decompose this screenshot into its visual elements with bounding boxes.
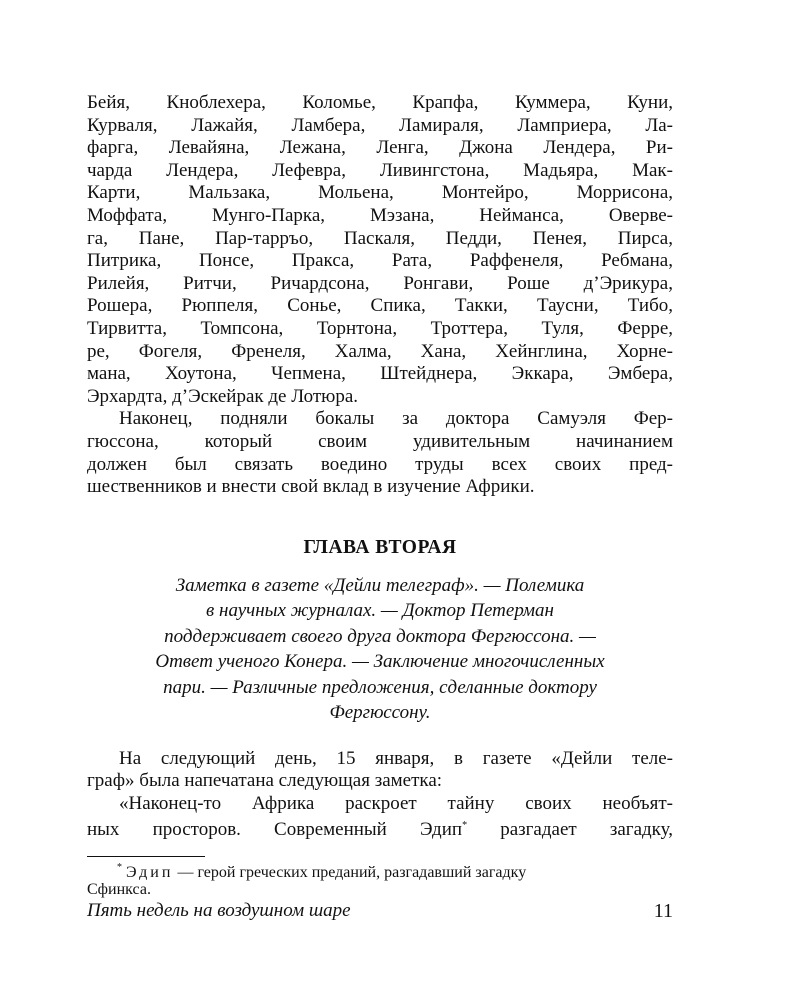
summary-line: в научных журналах. — Доктор Петерман (206, 600, 554, 622)
paragraph-explorers-list (87, 92, 673, 408)
text-line: фарга, Левайяна, Лежана, Ленга, Джона Лендера, Ри- (87, 137, 673, 159)
text-line: Моффата, Мунго-Парка, Мэзана, Нейманса, Оверве- (87, 204, 673, 226)
text-line: Карти, Мальзака, Мольена, Монтейро, Моррисона, (87, 182, 673, 204)
summary-line: пари. — Различные предложения, сделанные доктору (163, 676, 597, 698)
paragraph-quote (87, 792, 673, 841)
page-number: 11 (653, 900, 673, 922)
text-line: Эрхардта, д’Эскейрак де Лотюра. (87, 385, 359, 407)
running-title: Пять недель на воздушном шаре (87, 900, 351, 921)
text-line: мана, Хоутона, Чепмена, Штейднера, Эккара, Эмбера, (87, 363, 673, 385)
summary-line: поддерживает своего друга доктора Фергюссона. — (164, 625, 596, 647)
footnote-marker: * (117, 862, 122, 874)
summary-line: Фергюссону. (329, 702, 431, 724)
footnote (87, 857, 673, 901)
chapter-summary (87, 573, 673, 726)
text-line: граф» была напечатана следующая заметка: (87, 770, 443, 792)
footnote-text: — герой греческих преданий, разгадавший загадку (173, 864, 527, 882)
text-line: чарда Лендера, Лефевра, Ливингстона, Мадьяра, Мак- (87, 159, 673, 181)
footnote-marker[interactable]: * (462, 820, 468, 832)
paragraph-toast (87, 408, 673, 498)
text-line: ре, Фогеля, Френеля, Халма, Хана, Хейнглина, Хорне- (87, 340, 673, 362)
footnote-term: Эдип (126, 864, 174, 882)
text-line: На следующий день, 15 января, в газете «Дейли теле- (119, 747, 673, 769)
summary-line: Ответ ученого Конера. — Заключение многочисленных (155, 651, 605, 673)
text-fragment: ных просторов. Современный Эдип (87, 819, 463, 841)
footnote-line: Сфинкса. (87, 881, 151, 899)
text-fragment: разгадает загадку, (500, 819, 673, 841)
text-line: Тирвитта, Томпсона, Торнтона, Троттера, Туля, Ферре, (87, 317, 673, 339)
text-line: Наконец, подняли бокалы за доктора Самуэля Фер- (119, 408, 673, 430)
text-line: Питрика, Понсе, Пракса, Рата, Раффенеля, Ребмана, (87, 250, 673, 272)
text-line: Рилейя, Ритчи, Ричардсона, Ронгави, Роше д’Эрикура, (87, 272, 673, 294)
chapter-heading: ГЛАВА ВТОРАЯ (303, 536, 457, 558)
spacer (87, 726, 673, 748)
text-line: Рошера, Рюппеля, Сонье, Спика, Такки, Таусни, Тибо, (87, 295, 673, 317)
text-line: должен был связать воедино труды всех своих пред- (87, 453, 673, 475)
text-line-with-footnote (87, 815, 673, 841)
text-line: «Наконец-то Африка раскроет тайну своих необъят- (119, 792, 673, 814)
text-line: шественников и внести свой вклад в изучение Африки. (87, 476, 535, 498)
text-line: га, Пане, Пар-тарръо, Паскаля, Педди, Пенея, Пирса, (87, 227, 673, 249)
text-line: Курваля, Лажайя, Ламбера, Ламираля, Ламприера, Ла- (87, 114, 673, 136)
footnote-line (87, 857, 673, 882)
text-line: гюссона, который своим удивительным начинанием (87, 430, 673, 452)
text-line: Бейя, Кноблехера, Коломье, Крапфа, Куммера, Куни, (87, 92, 673, 113)
page-content (87, 92, 673, 901)
summary-line: Заметка в газете «Дейли телеграф». — Полемика (175, 574, 585, 596)
paragraph-newspaper (87, 748, 673, 793)
page-footer (87, 898, 673, 924)
